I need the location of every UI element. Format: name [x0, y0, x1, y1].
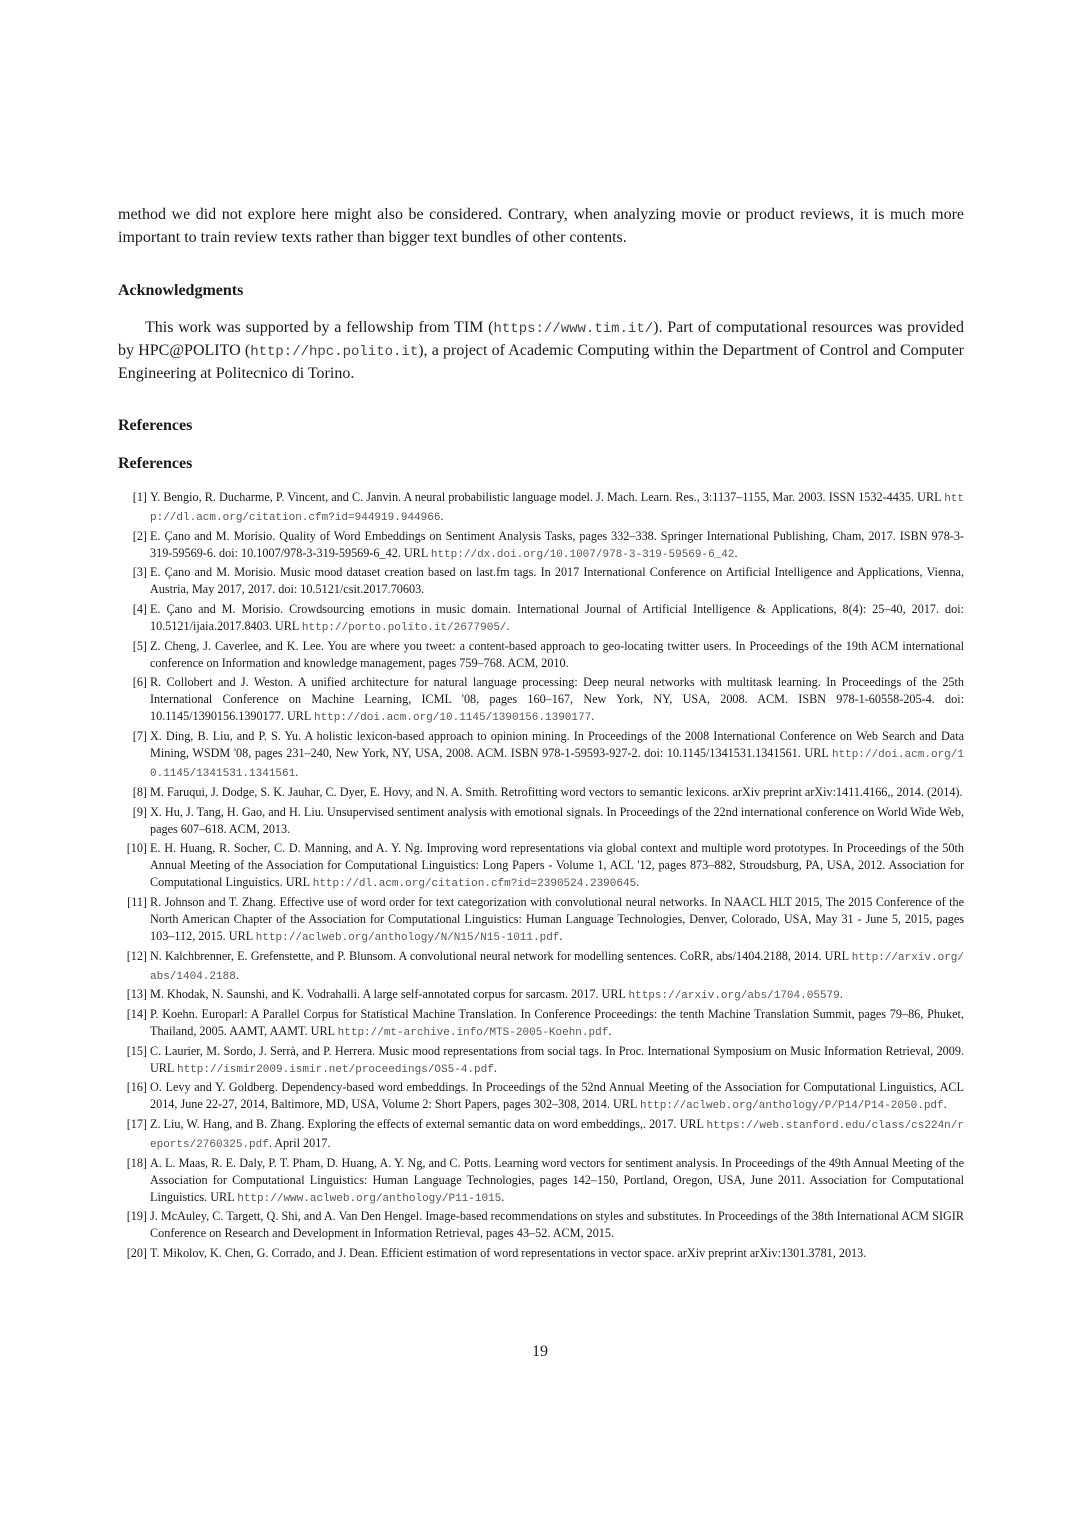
reference-text: P. Koehn. Europarl: A Parallel Corpus for Statistical Machine Translation. In Conference Proceedings: the tenth Machine Translation Summit, pages 79–86, Phuket, Thailand, 2005. AAMT, AAMT. URL — [150, 1006, 964, 1038]
reference-item — [118, 564, 964, 600]
reference-number: [8] — [132, 784, 147, 799]
reference-url[interactable]: http://doi.acm.org/10.1145/1341531.1341561 — [150, 749, 964, 781]
reference-tail: . — [608, 1023, 612, 1038]
reference-item — [118, 1155, 964, 1208]
reference-tail: . April 2017. — [268, 1136, 331, 1150]
reference-list — [118, 489, 964, 1265]
reference-number: [13] — [126, 987, 147, 1002]
reference-item — [118, 728, 964, 783]
reference-number: [7] — [132, 729, 147, 744]
reference-url[interactable]: http://mt-archive.info/MTS-2005-Koehn.pdf — [337, 1026, 609, 1039]
reference-item — [118, 986, 964, 1005]
reference-item — [118, 489, 964, 527]
references-heading: References — [118, 417, 193, 434]
reference-item — [118, 638, 964, 674]
reference-tail: . — [839, 987, 843, 1002]
reference-number: [17] — [126, 1117, 147, 1131]
reference-text: A. L. Maas, R. E. Daly, P. T. Pham, D. Huang, A. Y. Ng, and C. Potts. Learning word vectors for sentiment analysis. In Proceedings of the 49th Annual Meeting of the Association for Computational Linguistics: Human Language Technologies, pages 142–150, Portland, Oregon, USA, June 2011. Association for Computational Linguistics. URL — [150, 1155, 964, 1204]
hpc-link[interactable]: http://hpc.polito.it — [250, 344, 419, 360]
reference-number: [15] — [126, 1043, 147, 1058]
reference-number: [18] — [126, 1155, 147, 1170]
reference-item — [118, 1116, 964, 1154]
reference-url[interactable]: https://web.stanford.edu/class/cs224n/reports/2760325.pdf — [150, 1120, 964, 1151]
reference-item — [118, 674, 964, 727]
reference-tail: . — [235, 967, 239, 982]
reference-item — [118, 528, 964, 564]
reference-item — [118, 1043, 964, 1079]
reference-url[interactable]: http://aclweb.org/anthology/N/N15/N15-1011.pdf — [255, 931, 560, 944]
reference-text: E. Çano and M. Morisio. Quality of Word Embeddings on Sentiment Analysis Tasks, pages 332–338. Springer International Publishing, Cham, 2017. ISBN 978-3-319-59569-6. doi: 10.1007/978-3-319-59569-6_42. URL — [150, 528, 964, 560]
reference-number: [9] — [132, 804, 147, 819]
reference-url[interactable]: https://arxiv.org/abs/1704.05579 — [628, 990, 840, 1003]
reference-tail: . — [943, 1097, 947, 1112]
reference-item — [118, 1079, 964, 1115]
reference-number: [12] — [126, 948, 147, 963]
acknowledgments-paragraph — [118, 317, 964, 385]
reference-number: [16] — [126, 1080, 147, 1095]
reference-number: [14] — [126, 1006, 147, 1021]
references-subheading: References — [118, 455, 193, 472]
reference-text: R. Collobert and J. Weston. A unified architecture for natural language processing: Deep neural networks with multitask learning. In Proceedings of the 25th International Conference on Machine Learning, ICML '08, pages 160–167, New York, NY, USA, 2008. ACM. ISBN 978-1-60558-205-4. doi: 10.1145/1390156.1390177. URL — [150, 675, 964, 724]
acknowledgments-heading: Acknowledgments — [118, 282, 244, 299]
reference-tail: . — [591, 709, 595, 724]
ack-text-3: ), a project of Academic Computing within the Department of Control and Computer Engineering at Politecnico di Torino. — [118, 342, 965, 382]
reference-item — [118, 948, 964, 986]
reference-tail: . — [295, 765, 299, 780]
reference-text: M. Khodak, N. Saunshi, and K. Vodrahalli. A large self-annotated corpus for sarcasm. 2017. URL — [150, 987, 629, 1002]
ack-text-2: ). Part of computational resources was provided by HPC@POLITO ( — [118, 319, 964, 359]
tim-link[interactable]: https://www.tim.it/ — [493, 321, 654, 337]
reference-tail: . — [559, 928, 563, 943]
reference-url[interactable]: http://dl.acm.org/citation.cfm?id=944919.944966 — [150, 493, 964, 524]
reference-url[interactable]: http://www.aclweb.org/anthology/P11-1015 — [237, 1192, 502, 1205]
reference-url[interactable]: http://dx.doi.org/10.1007/978-3-319-59569-6_42 — [430, 548, 735, 561]
reference-text: T. Mikolov, K. Chen, G. Corrado, and J. Dean. Efficient estimation of word representations in vector space. arXiv preprint arXiv:1301.3781, 2013. — [150, 1246, 867, 1261]
reference-item — [118, 804, 964, 840]
reference-item — [118, 1245, 964, 1264]
reference-url[interactable]: http://ismir2009.ismir.net/proceedings/OS5-4.pdf — [176, 1063, 494, 1076]
reference-number: [4] — [132, 602, 147, 617]
reference-text: X. Ding, B. Liu, and P. S. Yu. A holistic lexicon-based approach to opinion mining. In Proceedings of the 2008 International Conference on Web Search and Data Mining, WSDM '08, pages 231–240, New York, NY, USA, 2008. ACM. ISBN 978-1-59593-927-2. doi: 10.1145/1341531.1341561. URL — [150, 729, 964, 761]
intro-paragraph: method we did not explore here might also be considered. Contrary, when analyzing movie or product reviews, it is much more important to train review texts rather than bigger text bundles of other contents. — [118, 206, 964, 246]
reference-url[interactable]: http://doi.acm.org/10.1145/1390156.1390177 — [313, 712, 592, 725]
reference-item — [118, 1208, 964, 1244]
reference-number: [5] — [132, 638, 147, 653]
reference-text: C. Laurier, M. Sordo, J. Serrà, and P. Herrera. Music mood representations from social tags. In Proc. International Symposium on Music Information Retrieval, 2009. URL — [150, 1043, 964, 1075]
reference-text: Y. Bengio, R. Ducharme, P. Vincent, and C. Janvin. A neural probabilistic language model. J. Mach. Learn. Res., 3:1137–1155, Mar. 2003. ISSN 1532-4435. URL — [150, 490, 945, 504]
reference-number: [6] — [132, 675, 147, 690]
reference-item — [118, 784, 964, 803]
reference-url[interactable]: http://dl.acm.org/citation.cfm?id=2390524.2390645 — [312, 878, 637, 891]
page-number: 19 — [532, 1343, 548, 1360]
reference-number: [1] — [132, 490, 147, 504]
reference-text: Z. Liu, W. Hang, and B. Zhang. Exploring the effects of external semantic data on word embeddings,. 2017. URL — [150, 1117, 707, 1131]
reference-tail: . — [440, 509, 444, 523]
reference-number: [10] — [126, 841, 147, 856]
reference-url[interactable]: http://aclweb.org/anthology/P/P14/P14-2050.pdf — [639, 1100, 944, 1113]
reference-tail: . — [493, 1060, 497, 1075]
reference-text: N. Kalchbrenner, E. Grefenstette, and P. Blunsom. A convolutional neural network for modelling sentences. CoRR, abs/1404.2188, 2014. URL — [150, 948, 852, 963]
reference-text: O. Levy and Y. Goldberg. Dependency-based word embeddings. In Proceedings of the 52nd Annual Meeting of the Association for Computational Linguistics, ACL 2014, June 22-27, 2014, Baltimore, MD, USA, Volume 2: Short Papers, pages 302–308, 2014. URL — [150, 1080, 964, 1112]
reference-tail: . — [734, 545, 738, 560]
reference-number: [11] — [127, 894, 147, 909]
reference-tail: . — [506, 619, 510, 634]
reference-number: [3] — [132, 565, 147, 580]
reference-item — [118, 840, 964, 893]
reference-item — [118, 601, 964, 637]
reference-text: Z. Cheng, J. Caverlee, and K. Lee. You are where you tweet: a content-based approach to geo-locating twitter users. In Proceedings of the 19th ACM international conference on Information and knowledge management, pages 759–768. ACM, 2010. — [150, 638, 964, 670]
reference-text: E. Çano and M. Morisio. Crowdsourcing emotions in music domain. International Journal of Artificial Intelligence & Applications, 8(4): 25–40, 2017. doi: 10.5121/ijaia.2017.8403. URL — [150, 602, 964, 634]
reference-tail: . — [501, 1189, 505, 1204]
reference-number: [19] — [126, 1209, 147, 1224]
reference-text: J. McAuley, C. Targett, Q. Shi, and A. Van Den Hengel. Image-based recommendations on styles and substitutes. In Proceedings of the 38th International ACM SIGIR Conference on Research and Development in Information Retrieval, pages 43–52. ACM, 2015. — [150, 1209, 964, 1241]
ack-text-1: This work was supported by a fellowship from TIM ( — [145, 319, 494, 336]
reference-text: X. Hu, J. Tang, H. Gao, and H. Liu. Unsupervised sentiment analysis with emotional signals. In Proceedings of the 22nd international conference on World Wide Web, pages 607–618. ACM, 2013. — [150, 804, 964, 836]
reference-tail: . — [636, 875, 640, 890]
reference-url[interactable]: http://arxiv.org/abs/1404.2188 — [150, 951, 964, 983]
reference-item — [118, 1006, 964, 1042]
reference-text: R. Johnson and T. Zhang. Effective use of word order for text categorization with convolutional neural networks. In NAACL HLT 2015, The 2015 Conference of the North American Chapter of the Association for Computational Linguistics: Human Language Technologies, Denver, Colorado, USA, May 31 - June 5, 2015, pages 103–112, 2015. URL — [150, 894, 964, 943]
reference-number: [2] — [132, 528, 147, 543]
reference-url[interactable]: http://porto.polito.it/2677905/ — [301, 622, 507, 635]
reference-text: M. Faruqui, J. Dodge, S. K. Jauhar, C. Dyer, E. Hovy, and N. A. Smith. Retrofitting word vectors to semantic lexicons. arXiv preprint arXiv:1411.4166,, 2014. (2014). — [150, 784, 963, 799]
reference-text: E. Çano and M. Morisio. Music mood dataset creation based on last.fm tags. In 2017 International Conference on Artificial Intelligence and Applications, Vienna, Austria, May 2017, 2017. doi: 10.5121/csit.2017.70603. — [150, 565, 964, 597]
reference-text: E. H. Huang, R. Socher, C. D. Manning, and A. Y. Ng. Improving word representations via global context and multiple word prototypes. In Proceedings of the 50th Annual Meeting of the Association for Computational Linguistics: Long Papers - Volume 1, ACL '12, pages 873–882, Stroudsburg, PA, USA, 2012. Association for Computational Linguistics. URL — [150, 841, 964, 890]
reference-number: [20] — [126, 1246, 147, 1261]
reference-item — [118, 894, 964, 947]
